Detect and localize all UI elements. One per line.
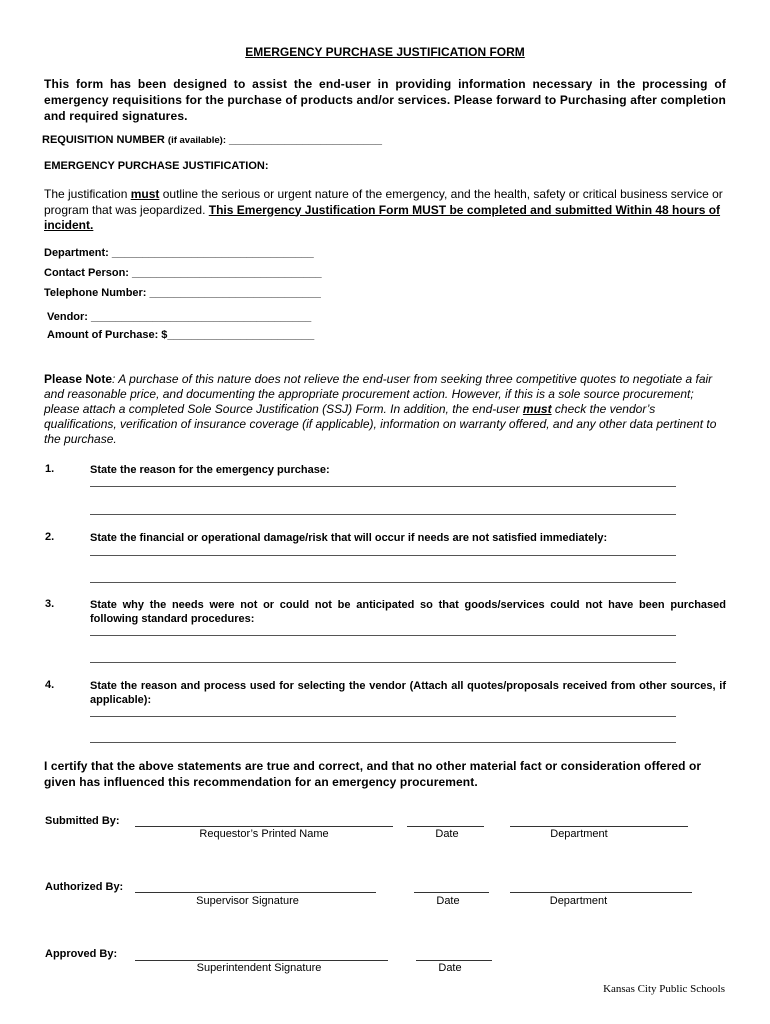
- question-2-answer-line-2[interactable]: [90, 582, 676, 583]
- question-1-number: 1.: [45, 463, 55, 475]
- submitted-by-label: Submitted By:: [45, 815, 120, 827]
- form-title: EMERGENCY PURCHASE JUSTIFICATION FORM: [245, 45, 525, 59]
- submitted-date-line[interactable]: [407, 826, 484, 827]
- approved-date-caption: Date: [438, 962, 462, 974]
- superintendent-signature-caption: Superintendent Signature: [196, 962, 322, 974]
- amount-field[interactable]: Amount of Purchase: $________________________: [47, 329, 315, 341]
- justification-heading: EMERGENCY PURCHASE JUSTIFICATION:: [44, 160, 269, 172]
- intro-paragraph: This form has been designed to assist the end-user in providing information necessary in the processing of emergency requisitions for the purchase of products and/or services. Please forward to Purchasing after completion and required signatures.: [44, 77, 726, 123]
- authorized-department-caption: Department: [549, 895, 608, 907]
- justification-must: must: [130, 187, 160, 201]
- submitted-department-caption: Department: [550, 828, 608, 840]
- certification-statement: I certify that the above statements are true and correct, and that no other material fact or consideration offered or given has influenced this recommendation for an emergency procurement.: [44, 759, 702, 789]
- question-2-number: 2.: [45, 531, 55, 543]
- requisition-blank[interactable]: _________________________: [229, 134, 382, 146]
- note-text-2: check the vendor’s qualifications, verification of insurance coverage (if applicable), information on warranty offered, and any other data pertinent to the purchase.: [44, 402, 717, 446]
- question-3-number: 3.: [45, 598, 55, 610]
- superintendent-signature-line[interactable]: [135, 960, 388, 961]
- justification-text-1: The justification: [44, 187, 131, 201]
- telephone-field[interactable]: Telephone Number: ____________________________: [44, 287, 321, 299]
- requisition-number-field: [42, 134, 382, 146]
- department-field[interactable]: Department: _________________________________: [44, 247, 314, 259]
- submitted-date-caption: Date: [435, 828, 459, 840]
- note-text-1: : A purchase of this nature does not relieve the end-user from seeking three competitive quotes to negotiate a fair and reasonable price, and documenting the appropriate procurement action. However, if this is a sole source procurement; please attach a completed Sole Source Justification (SSJ) Form. In addition, the end-user: [44, 372, 713, 416]
- please-note-paragraph: [44, 372, 722, 447]
- question-2-text: State the financial or operational damage/risk that will occur if needs are not satisfied immediately:: [90, 532, 608, 544]
- question-4-answer-line-1[interactable]: [90, 716, 676, 717]
- question-3-answer-line-1[interactable]: [90, 635, 676, 636]
- requisition-label: REQUISITION NUMBER: [42, 134, 165, 146]
- requestor-name-line[interactable]: [135, 826, 393, 827]
- submitted-department-line[interactable]: [510, 826, 688, 827]
- authorized-by-label: Authorized By:: [45, 881, 124, 893]
- approved-date-line[interactable]: [416, 960, 492, 961]
- note-must: must: [522, 402, 552, 416]
- authorized-department-line[interactable]: [510, 892, 692, 893]
- requisition-note: (if available):: [167, 135, 226, 146]
- question-1-text: State the reason for the emergency purchase:: [90, 464, 330, 476]
- justification-emphasis: This Emergency Justification Form MUST be completed and submitted Within 48 hours of incident.: [44, 202, 721, 232]
- authorized-date-line[interactable]: [414, 892, 489, 893]
- requestor-name-caption: Requestor’s Printed Name: [199, 828, 329, 840]
- question-3-text: State why the needs were not or could not be anticipated so that goods/services could not have been purchased following standard procedures:: [90, 599, 726, 625]
- question-1-answer-line-1[interactable]: [90, 486, 676, 487]
- vendor-field[interactable]: Vendor: ____________________________________: [47, 311, 312, 323]
- supervisor-signature-caption: Supervisor Signature: [196, 895, 299, 907]
- question-3-answer-line-2[interactable]: [90, 662, 676, 663]
- justification-text-2: outline the serious or urgent nature of the emergency, and the health, safety or critical business service or program that was jeopardized.: [44, 187, 723, 217]
- please-note-label: Please Note: [44, 372, 113, 386]
- approved-by-label: Approved By:: [45, 948, 118, 960]
- supervisor-signature-line[interactable]: [135, 892, 376, 893]
- question-2-answer-line-1[interactable]: [90, 555, 676, 556]
- footer-organization: Kansas City Public Schools: [603, 983, 725, 995]
- contact-person-field[interactable]: Contact Person: _______________________________: [44, 267, 322, 279]
- justification-paragraph: [44, 187, 724, 234]
- question-1-answer-line-2[interactable]: [90, 514, 676, 515]
- question-4-answer-line-2[interactable]: [90, 742, 676, 743]
- question-4-text: State the reason and process used for selecting the vendor (Attach all quotes/proposals received from other sources, if applicable):: [90, 680, 726, 706]
- authorized-date-caption: Date: [436, 895, 460, 907]
- question-4-number: 4.: [45, 679, 55, 691]
